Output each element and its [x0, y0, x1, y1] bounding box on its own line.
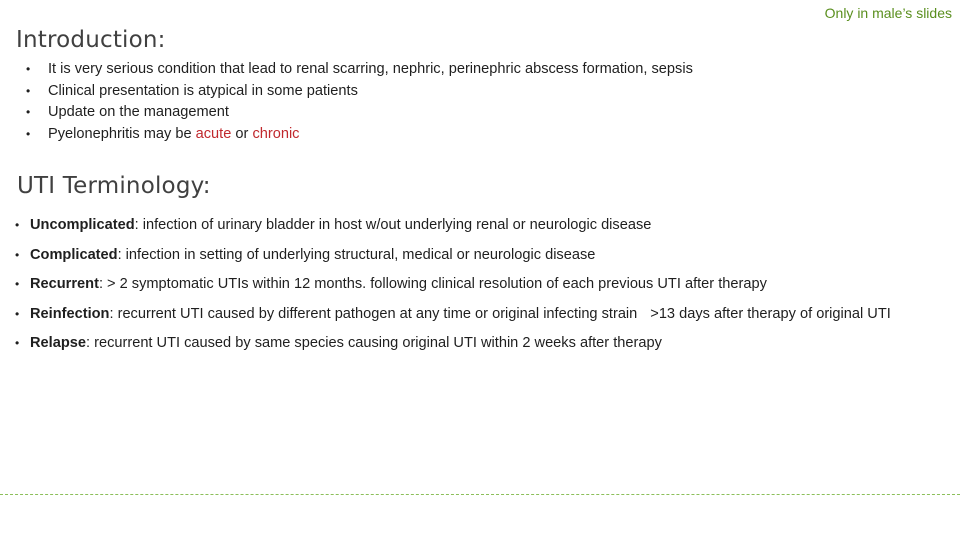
list-item [24, 59, 924, 81]
list-item [14, 216, 944, 235]
term-definition-continued: >13 days after therapy of original UTI [650, 305, 891, 322]
chronic-highlight: chronic [252, 126, 300, 143]
term-label: Complicated [30, 246, 118, 263]
bullet-text: Pyelonephritis may be [48, 126, 196, 143]
term-definition: : recurrent UTI caused by different pathogen at any time or original infecting strain [109, 305, 638, 322]
term-label: Uncomplicated [30, 217, 135, 233]
term-definition: : infection of urinary bladder in host w/out underlying renal or neurologic disease [134, 217, 652, 233]
term-label: Relapse [30, 335, 86, 351]
term-definition: : infection in setting of underlying structural, medical or neurologic disease [117, 246, 596, 263]
acute-highlight: acute [195, 126, 232, 143]
bullet-text: It is very serious condition that lead to renal scarring, nephric, perinephric abscess formation, sepsis [48, 61, 693, 77]
term-label: Recurrent [30, 276, 99, 292]
term-definition: : recurrent UTI caused by same species causing original UTI within 2 weeks after therapy [85, 335, 662, 351]
term-definition: : > 2 symptomatic UTIs within 12 months. following clinical resolution of each previous UTI after therapy [98, 276, 767, 292]
uti-terminology-heading: UTI Terminology: [17, 173, 211, 199]
bullet-text: or [231, 126, 253, 143]
term-label: Reinfection [30, 305, 110, 322]
terminology-bullet-list [14, 216, 944, 364]
bullet-text: Update on the management [48, 104, 229, 121]
list-item [24, 102, 924, 124]
list-item [14, 246, 944, 265]
slide-note: Only in male’s slides [824, 5, 952, 21]
list-item [24, 124, 924, 146]
list-item [14, 305, 944, 324]
list-item [14, 275, 944, 294]
footer-divider [0, 494, 960, 495]
list-item [24, 81, 924, 103]
list-item [14, 334, 944, 353]
intro-bullet-list [24, 59, 924, 146]
bullet-text: Clinical presentation is atypical in some patients [48, 82, 358, 99]
intro-heading: Introduction: [16, 27, 166, 53]
